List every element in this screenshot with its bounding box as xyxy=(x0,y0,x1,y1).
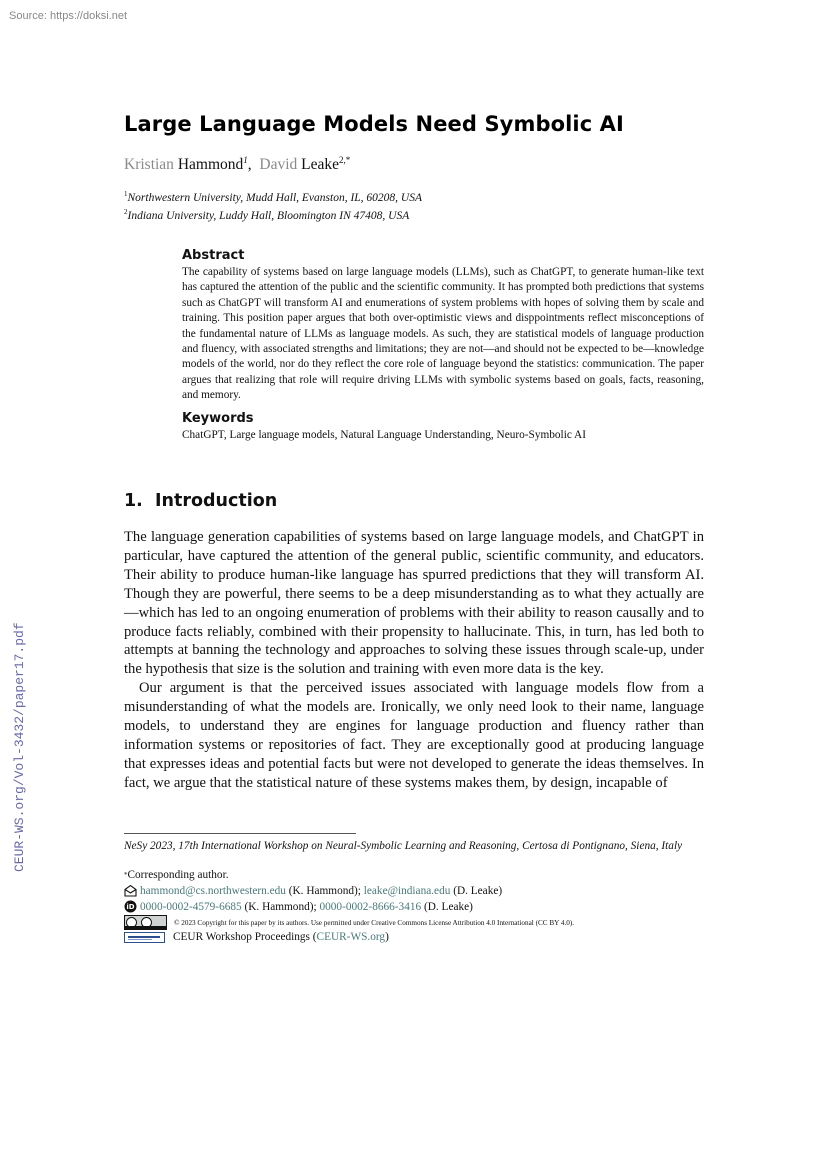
proceedings-link[interactable]: CEUR-WS.org xyxy=(316,931,386,943)
affiliation xyxy=(124,190,422,204)
affiliation xyxy=(124,208,409,222)
footnote-orcids xyxy=(124,900,473,913)
corresponding-text: Corresponding author. xyxy=(127,869,229,881)
orcid-owner: (D. Leake) xyxy=(421,900,473,913)
affiliation-mark: 2 xyxy=(124,208,128,216)
author-list xyxy=(124,155,350,174)
keywords-heading: Keywords xyxy=(182,411,254,426)
ceur-logo xyxy=(124,932,165,943)
footnote-venue: NeSy 2023, 17th International Workshop on Neural-Symbolic Learning and Reasoning, Certosa di Pontignano, Siena, Italy xyxy=(124,840,683,852)
affiliation-mark: 1 xyxy=(124,190,128,198)
abstract-body: The capability of systems based on large language models (LLMs), such as ChatGPT, to generate human-like text has captured the attention of the public and the scientific community. It has prompted both predictions that systems such as ChatGPT will transform AI and enumerations of system problems with hopes of solving them by scale and training. This position paper argues that both over-optimistic views and disppointments reflect misconceptions of the fundamental nature of LLMs as language models. As such, they are statistical models of language production and fluency, with associated strengths and limitations; they are not—and should not be expected to be—knowledge models of the world, nor do they reflect the core role of language beyond the statistics: communication. The paper argues that realizing that role will require driving LLMs with symbolic systems based on goals, facts, reasoning, and memory. xyxy=(182,266,704,402)
author-family-name: Hammond xyxy=(177,156,244,174)
footnote-proceedings xyxy=(124,931,389,943)
body-paragraph: The language generation capabilities of systems based on large language models, and ChatGPT in particular, have captured the attention of the general public, scientific community, and educators. Their ability to produce human-like language has spurred predictions that they will transform AI. Though they are powerful, there seems to be a deep misunderstanding as to what they actually are—which has led to an ongoing enumeration of problems with their ability to reason causally and to produce facts reliably, combined with their propensity to hallucinate. This, in turn, has led both to attempts at banning the technology and approaches to solving these issues through scale-up, under the hypothesis that size is the solution and training with even more data is the key. xyxy=(124,529,704,678)
body-paragraph: Our argument is that the perceived issues associated with language models flow from a misunderstanding of what the models are. Ironically, we only need look to their name, language models, to understand they are engines for language production and fluency rather than information systems or repositories of fact. They are exceptionally good at producing language that expresses ideas and potential facts but were not developed to generate the ideas themselves. In fact, we argue that the statistical nature of these systems makes them, by design, incapable of xyxy=(124,680,704,791)
abstract-heading: Abstract xyxy=(182,248,245,263)
author-mark: 2,* xyxy=(339,155,351,165)
introduction-body xyxy=(124,528,704,793)
affiliation-text: Indiana University, Luddy Hall, Bloomington IN 47408, USA xyxy=(127,209,410,222)
keywords-body: ChatGPT, Large language models, Natural Language Understanding, Neuro-Symbolic AI xyxy=(182,429,586,441)
orcid-link[interactable]: 0000-0002-8666-3416 xyxy=(319,900,422,913)
orcid-icon xyxy=(124,900,137,913)
author-given-name: Kristian xyxy=(124,156,174,174)
author-mark: 1 xyxy=(243,155,248,165)
svg-text:iD: iD xyxy=(126,903,135,912)
proceedings-prefix: CEUR Workshop Proceedings ( xyxy=(173,931,317,943)
corresponding-mark: * xyxy=(124,871,128,879)
orcid-link[interactable]: 0000-0002-4579-6685 xyxy=(140,900,242,913)
email-owner: (K. Hammond); xyxy=(285,884,364,897)
footnote-emails xyxy=(124,884,502,897)
affiliation-text: Northwestern University, Mudd Hall, Evanston, IL, 60208, USA xyxy=(127,191,423,204)
envelope-icon xyxy=(124,884,137,897)
email-owner: (D. Leake) xyxy=(450,884,503,897)
author-given-name: David xyxy=(259,156,298,174)
source-label: Source: https://doksi.net xyxy=(9,10,128,22)
footnote-corresponding xyxy=(124,869,229,881)
author-family-name: Leake xyxy=(301,156,339,174)
section-title: Introduction xyxy=(155,491,278,511)
author-separator: , xyxy=(247,156,252,174)
email-link[interactable]: hammond@cs.northwestern.edu xyxy=(140,884,286,897)
orcid-owner: (K. Hammond); xyxy=(241,900,320,913)
footnote-rule xyxy=(124,833,356,834)
copyright-text: © 2023 Copyright for this paper by its authors. Use permitted under Creative Commons License Attribution 4.0 International (CC BY 4.0). xyxy=(174,918,575,927)
footnote-license xyxy=(124,915,574,930)
email-link[interactable]: leake@indiana.edu xyxy=(363,884,451,897)
section-heading xyxy=(124,491,277,511)
side-url[interactable]: CEUR-WS.org/Vol-3432/paper17.pdf xyxy=(12,622,27,872)
proceedings-suffix: ) xyxy=(385,931,389,943)
cc-by-badge xyxy=(124,915,167,930)
paper-title: Large Language Models Need Symbolic AI xyxy=(124,112,624,136)
section-number: 1. xyxy=(124,491,143,511)
